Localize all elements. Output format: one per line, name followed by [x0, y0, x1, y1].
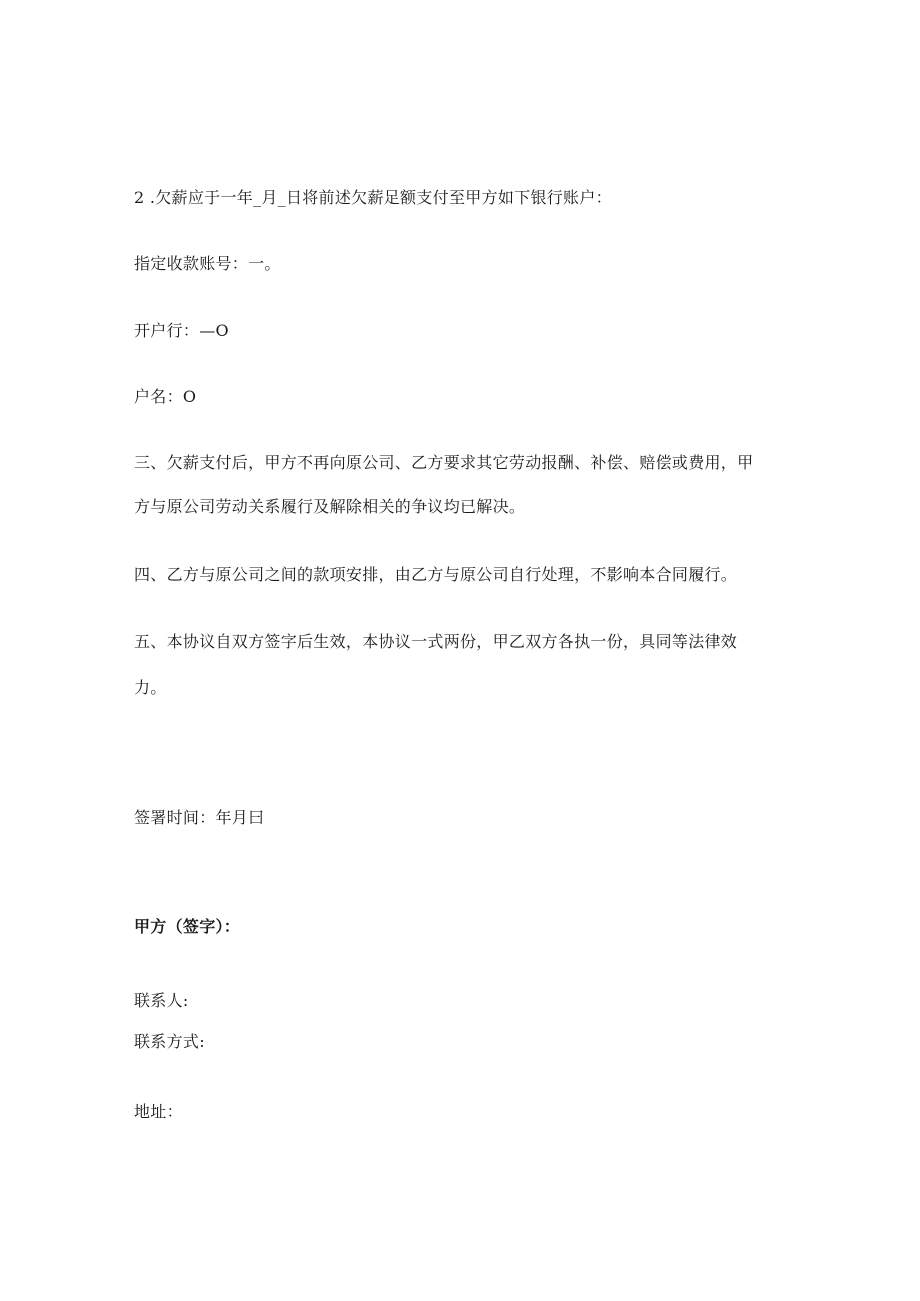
clause-2-payment-deadline: 2 .欠薪应于一年_月_日将前述欠薪足额支付至甲方如下银行账户：	[134, 188, 612, 207]
designated-account-number: 指定收款账号：一。	[134, 254, 281, 273]
contact-person: 联系人:	[134, 991, 189, 1010]
opening-bank: 开户行：—O	[134, 321, 229, 340]
clause-4: 四、乙方与原公司之间的款项安排，由乙方与原公司自行处理，不影响本合同履行。	[134, 565, 738, 584]
clause-3-line-1: 三、欠薪支付后，甲方不再向原公司、乙方要求其它劳动报酬、补偿、赔偿或费用，甲	[134, 453, 754, 472]
contact-method: 联系方式:	[134, 1032, 205, 1051]
party-a-signature: 甲方（签字）：	[134, 917, 241, 936]
clause-3-line-2: 方与原公司劳动关系履行及解除相关的争议均已解决。	[134, 497, 526, 516]
clause-5-line-1: 五、本协议自双方签字后生效，本协议一式两份，甲乙双方各执一份，具同等法律效	[134, 632, 738, 651]
account-name: 户名：O	[134, 387, 197, 406]
clause-5-line-2: 力。	[134, 678, 167, 697]
signing-date: 签署时间：年月曰	[134, 808, 265, 827]
address: 地址：	[134, 1102, 183, 1121]
